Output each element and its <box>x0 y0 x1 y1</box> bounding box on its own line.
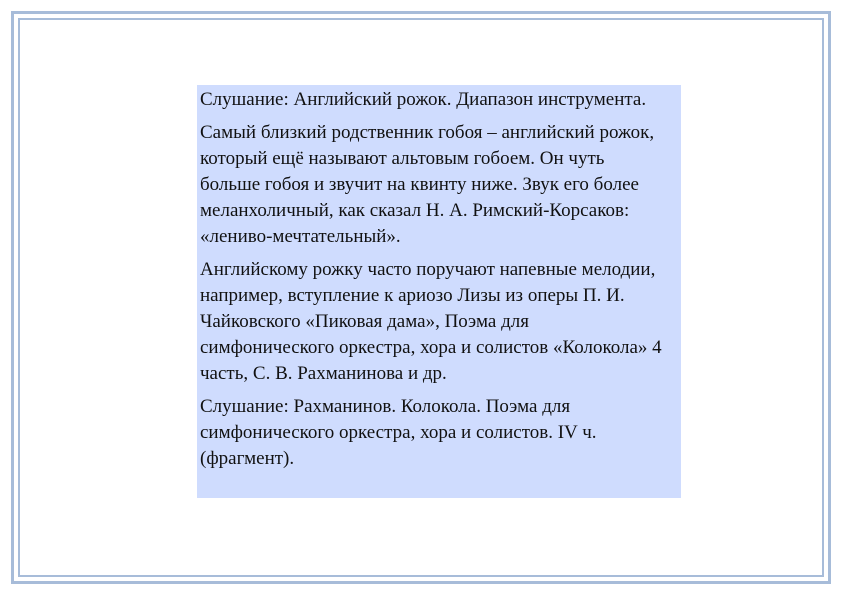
paragraph-english-horn-description: Самый близкий родственник гобоя – английский рожок, который ещё называют альтовым гобоем. Он чуть больше гобоя и звучит на квинту ниже. Звук его более меланхоличный, как сказал Н. А. Римский-Корсаков: «лениво-мечтательный». <box>200 122 655 247</box>
paragraph-listening-english-horn: Слушание: Английский рожок. Диапазон инструмента. <box>200 89 647 110</box>
paragraph-english-horn-repertoire: Английскому рожку часто поручают напевные мелодии, например, вступление к ариозо Лизы из оперы П. И. Чайковского «Пиковая дама», Поэма для симфонического оркестра, хора и солистов «Колокола» 4 часть, С. В. Рахманинова и др. <box>200 259 662 384</box>
slide-text-box <box>197 85 681 498</box>
paragraph-listening-rachmaninov-bells: Слушание: Рахманинов. Колокола. Поэма для симфонического оркестра, хора и солистов. IV ч. (фрагмент). <box>200 396 597 469</box>
